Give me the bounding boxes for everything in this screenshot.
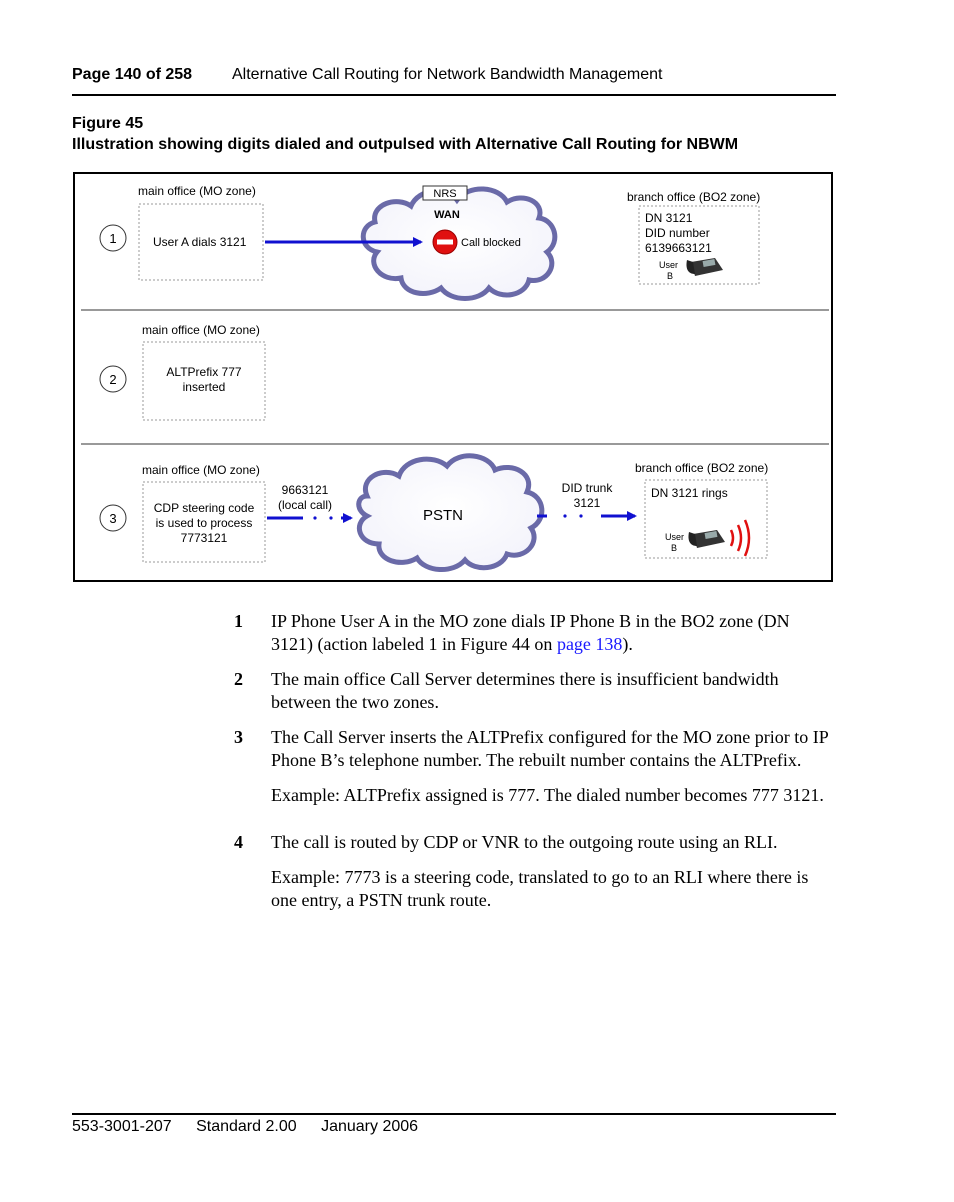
local-call-line2: (local call) (277, 498, 333, 512)
row1-bo-label: branch office (BO2 zone) (627, 190, 761, 204)
row-3 (100, 456, 768, 570)
row3-phone-icon (688, 530, 725, 548)
figure-diagram (73, 172, 833, 582)
chapter-title: Alternative Call Routing for Network Bandwidth Management (232, 66, 663, 83)
row-1 (100, 184, 760, 299)
steps-list (234, 610, 834, 924)
step-1-text: IP Phone User A in the MO zone dials IP Phone B in the BO2 zone (DN 3121) (action labeled 1 in Figure 44 on page 138). (271, 611, 790, 654)
row3-user-letter: B (671, 543, 678, 553)
step-circle-2-label: 2 (109, 372, 117, 387)
step-2-number: 2 (234, 669, 243, 689)
blocked-icon-bar (437, 240, 453, 245)
row3-user-label: User (665, 532, 685, 542)
row1-bo-line3: 6139663121 (645, 241, 712, 255)
row3-mo-line1: CDP steering code (153, 501, 255, 515)
step-3-number: 3 (234, 727, 243, 747)
step-2 (234, 668, 834, 714)
figure-caption: Illustration showing digits dialed and outpulsed with Alternative Call Routing for NBWM (72, 136, 739, 153)
wan-cloud (363, 189, 555, 299)
footer-date: January 2006 (321, 1118, 419, 1135)
step-3 (234, 726, 834, 807)
row3-mo-line3: 7773121 (180, 531, 228, 545)
row3-mo-line2: is used to process (155, 516, 253, 530)
row1-phone-icon (686, 258, 723, 276)
ringing-icon (731, 520, 749, 556)
step-1-number: 1 (234, 611, 243, 631)
row-2 (100, 323, 265, 420)
header-rule (72, 94, 836, 96)
row3-bo-text: DN 3121 rings (651, 486, 728, 500)
row1-user-label: User (659, 260, 679, 270)
step-4-text: The call is routed by CDP or VNR to the outgoing route using an RLI. (271, 832, 778, 852)
nrs-label: NRS (433, 188, 457, 200)
step-circle-3-label: 3 (109, 511, 117, 526)
row2-mo-line1: ALTPrefix 777 (166, 365, 242, 379)
step-3-text: The Call Server inserts the ALTPrefix configured for the MO zone prior to IP Phone B’s telephone number. The rebuilt number contains the ALTPrefix. (271, 727, 829, 770)
call-blocked-label: Call blocked (461, 237, 521, 249)
figure-number: Figure 45 (72, 115, 144, 132)
row1-mo-label: main office (MO zone) (138, 184, 256, 198)
row1-bo-line2: DID number (645, 226, 710, 240)
local-call-line1: 9663121 (281, 483, 329, 497)
step-4-example: Example: 7773 is a steering code, translated to go to an RLI where there is one entry, a PSTN trunk route. (271, 867, 809, 910)
row1-mo-text: User A dials 3121 (153, 235, 247, 249)
did-trunk-line2: 3121 (573, 496, 601, 510)
footer-standard: Standard 2.00 (196, 1118, 297, 1135)
pstn-label: PSTN (422, 507, 464, 524)
step-4-number: 4 (234, 832, 243, 852)
row3-mo-label: main office (MO zone) (142, 463, 260, 477)
step-1 (234, 610, 834, 656)
step-3-example: Example: ALTPrefix assigned is 777. The dialed number becomes 777 3121. (271, 785, 824, 805)
page-number: Page 140 of 258 (72, 66, 193, 83)
step-2-text: The main office Call Server determines there is insufficient bandwidth between the two zones. (271, 669, 779, 712)
footer (72, 1118, 438, 1136)
footer-doc-number: 553-3001-207 (72, 1118, 172, 1135)
did-trunk-line1: DID trunk (561, 481, 613, 495)
row1-user-letter: B (667, 271, 674, 281)
row1-bo-line1: DN 3121 (645, 211, 693, 225)
row2-mo-line2: inserted (182, 380, 226, 394)
page-138-link[interactable]: page 138 (556, 634, 623, 654)
step-circle-1-label: 1 (109, 231, 117, 246)
step-4 (234, 831, 834, 912)
row3-bo-label: branch office (BO2 zone) (635, 461, 769, 475)
footer-rule (72, 1113, 836, 1115)
wan-label: WAN (434, 209, 460, 221)
row2-mo-label: main office (MO zone) (142, 323, 260, 337)
